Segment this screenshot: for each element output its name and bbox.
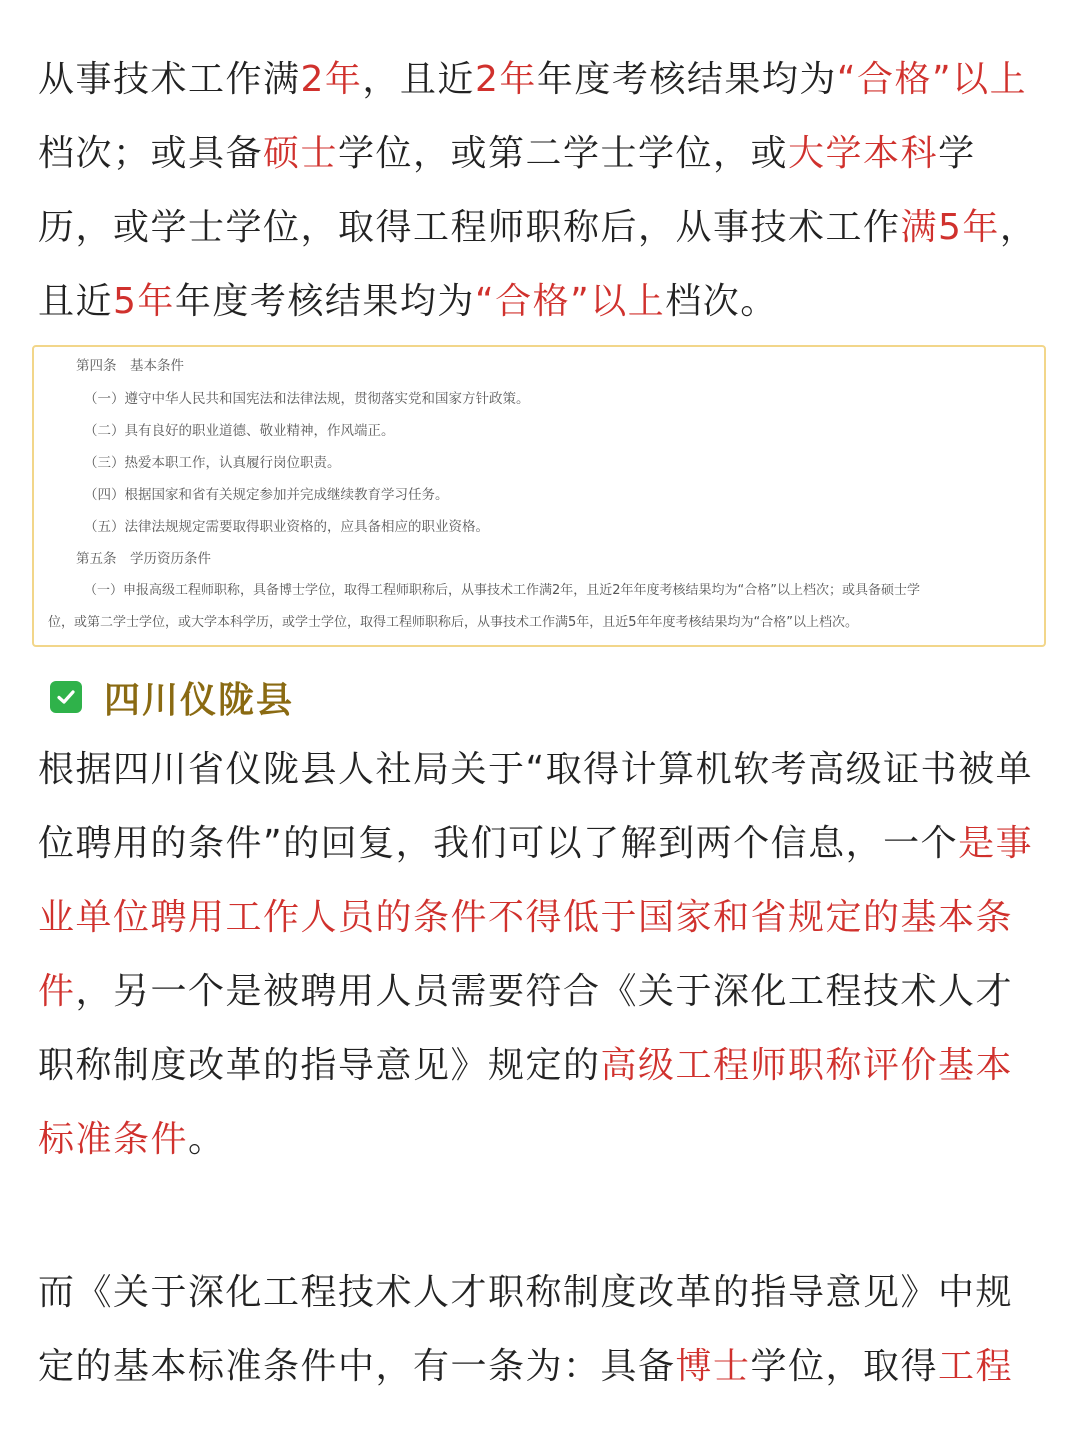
article-4-item: （二）具有良好的职业道德、敬业精神，作风端正。 [84, 423, 395, 439]
article-5-title: 第五条 学历资历条件 [76, 551, 211, 567]
article-4-item: （五）法律法规规定需要取得职业资格的，应具备相应的职业资格。 [84, 519, 489, 535]
article-4-item: （四）根据国家和省有关规定参加并完成继续教育学习任务。 [84, 487, 449, 503]
article-4-item: （一）遵守中华人民共和国宪法和法律法规，贯彻落实党和国家方针政策。 [84, 391, 530, 407]
guideline-paragraph: 而《关于深化工程技术人才职称制度改革的指导意见》中规定的基本标准条件中，有一条为：具备博士学位，取得工程 [38, 1272, 1014, 1387]
checkmark-icon [50, 681, 82, 713]
article-4-title: 第四条 基本条件 [76, 358, 184, 374]
section-heading [50, 672, 294, 722]
article-4-item: （三）热爱本职工作，认真履行岗位职责。 [84, 455, 341, 471]
intro-paragraph: 从事技术工作满2年，且近2年年度考核结果均为“合格”以上档次；或具备硕士学位，或第二学士学位，或大学本科学历，或学士学位，取得工程师职称后，从事技术工作满5年，且近5年年度考核结果均为“合格”以上档次。 [38, 59, 1038, 322]
section-title: 四川仪陇县 [104, 679, 295, 721]
reply-paragraph: 根据四川省仪陇县人社局关于“取得计算机软考高级证书被单位聘用的条件”的回复，我们可以了解到两个信息，一个是事业单位聘用工作人员的条件不得低于国家和省规定的基本条件，另一个是被聘用人员需要符合《关于深化工程技术人才职称制度改革的指导意见》规定的高级工程师职称评价基本标准条件。 [38, 749, 1034, 1160]
article-5-line: （一）申报高级工程师职称，具备博士学位，取得工程师职称后，从事技术工作满2年，且近2年年度考核结果均为“合格”以上档次；或具备硕士学 [84, 583, 921, 598]
regulation-excerpt [32, 345, 1046, 647]
article-5-line: 位，或第二学士学位，或大学本科学历，或学士学位，取得工程师职称后，从事技术工作满5年，且近5年年度考核结果均为“合格”以上档次。 [48, 615, 859, 630]
